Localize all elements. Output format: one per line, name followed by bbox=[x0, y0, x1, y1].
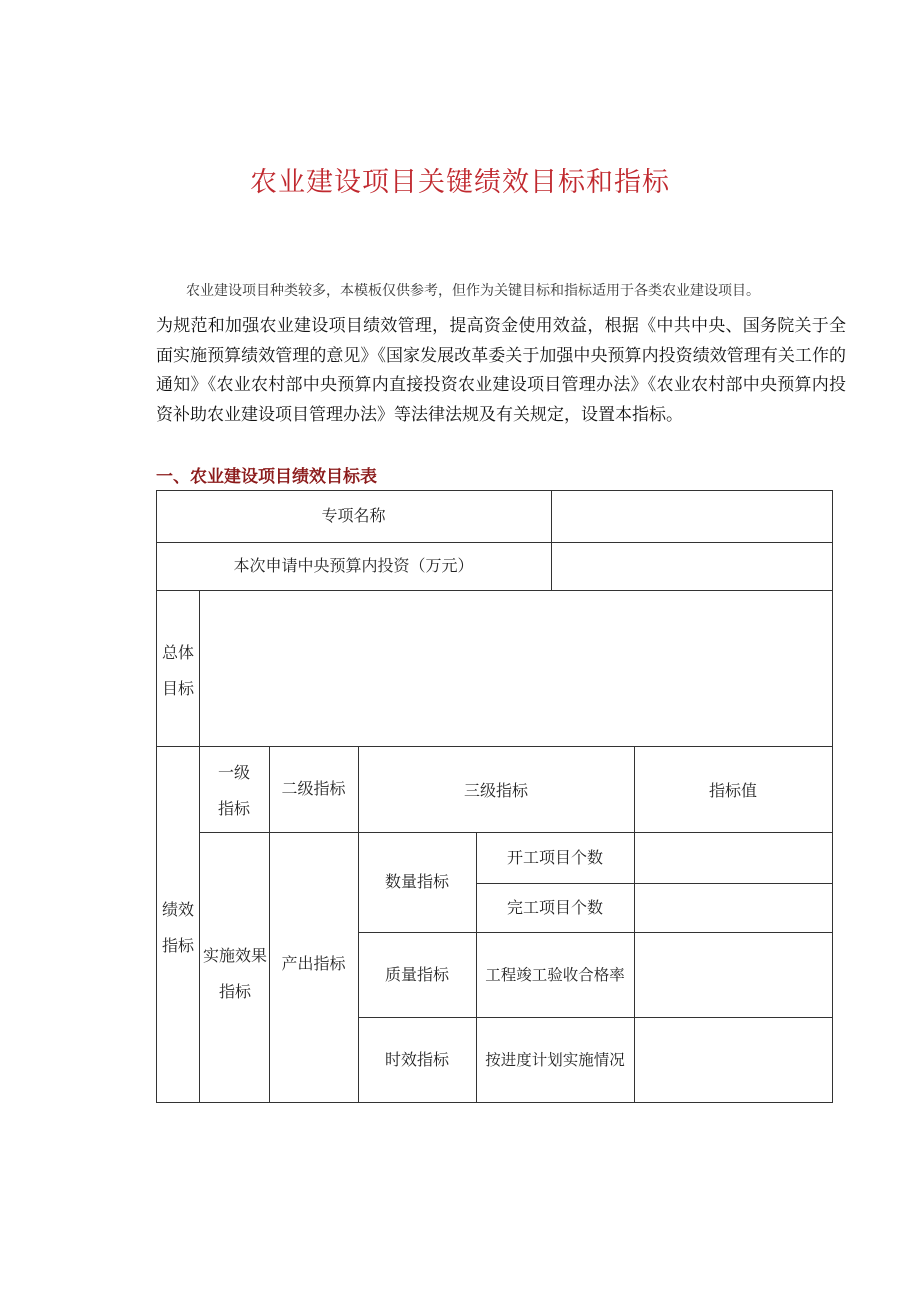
project-name-label: 专项名称 bbox=[321, 506, 386, 525]
level1-header: 一级指标 bbox=[217, 763, 250, 818]
page-title: 农业建设项目关键绩效目标和指标 bbox=[250, 167, 670, 198]
performance-indicators-label: 绩效指标 bbox=[161, 900, 194, 955]
started-projects-label: 开工项目个数 bbox=[506, 847, 603, 867]
completed-projects-label: 完工项目个数 bbox=[506, 897, 603, 917]
timeliness-indicator-label: 时效指标 bbox=[384, 1049, 449, 1069]
table-border-bottom bbox=[156, 1102, 833, 1103]
investment-label: 本次申请中央预算内投资（万元） bbox=[233, 556, 474, 575]
overall-goal-label: 总体目标 bbox=[161, 643, 194, 698]
level2-header: 二级指标 bbox=[281, 779, 346, 798]
investment-value[interactable] bbox=[551, 542, 832, 590]
quality-indicator-label: 质量指标 bbox=[384, 964, 449, 984]
table-border-right bbox=[832, 490, 833, 1103]
intro-paragraph: 为规范和加强农业建设项目绩效管理，提高资金使用效益，根据《中共中央、国务院关于全面实施预算绩效管理的意见》《国家发展改革委关于加强中央预算内投资绩效管理有关工作的通知》《农业农村部中央预算内直接投资农业建设项目管理办法》《农业农村部中央预算内投资补助农业建设项目管理办法》等法律法规及有关规定，设置本指标。 bbox=[156, 316, 846, 425]
completed-projects-value[interactable] bbox=[634, 883, 832, 932]
started-projects-value[interactable] bbox=[634, 832, 832, 883]
project-name-value[interactable] bbox=[551, 490, 832, 542]
schedule-progress-value[interactable] bbox=[634, 1017, 832, 1102]
schedule-progress-label: 按进度计划实施情况 bbox=[485, 1050, 625, 1069]
implementation-effect-label: 实施效果指标 bbox=[202, 946, 267, 1001]
quantity-indicator-label: 数量指标 bbox=[384, 872, 449, 891]
acceptance-rate-label: 工程竣工验收合格率 bbox=[485, 965, 625, 984]
section-heading: 一、农业建设项目绩效目标表 bbox=[156, 467, 377, 487]
overall-goal-value[interactable] bbox=[199, 590, 832, 746]
acceptance-rate-value[interactable] bbox=[634, 932, 832, 1017]
output-indicator-label: 产出指标 bbox=[281, 953, 346, 973]
value-header: 指标值 bbox=[708, 781, 757, 800]
level3-header: 三级指标 bbox=[463, 781, 528, 800]
template-note: 农业建设项目种类较多，本模板仅供参考，但作为关键目标和指标适用于各类农业建设项目。 bbox=[186, 283, 760, 299]
